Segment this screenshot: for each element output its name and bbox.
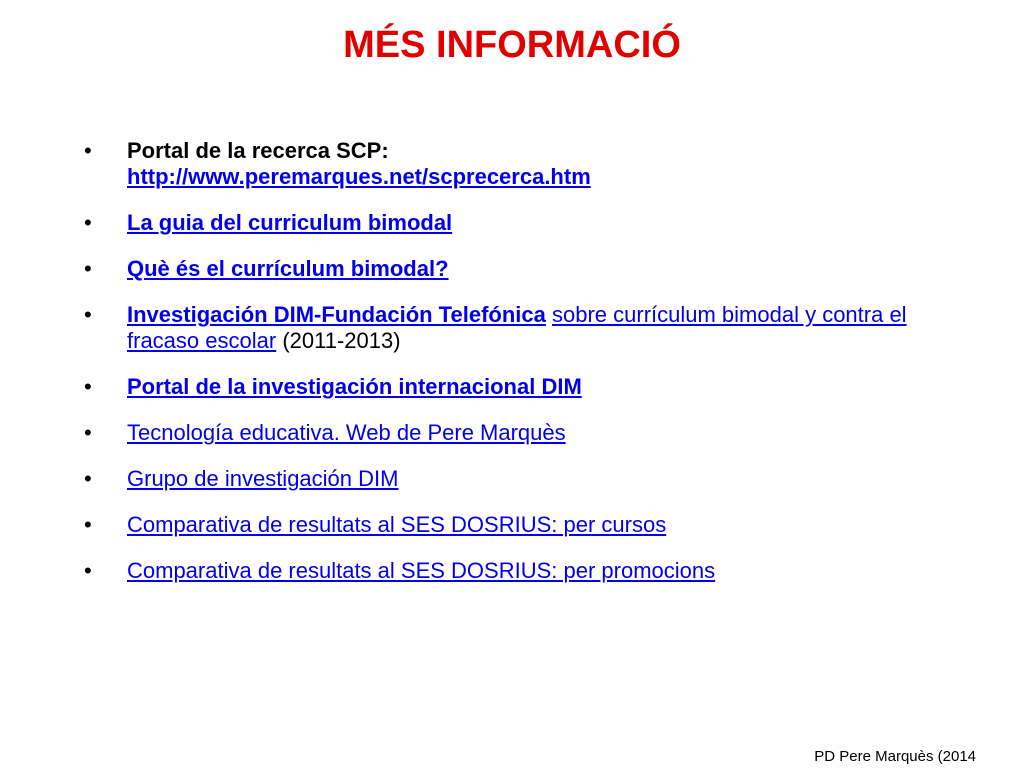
list-item-comparativa-cursos <box>84 512 954 538</box>
list-item-investigacion-dim <box>84 302 954 354</box>
bullet-icon: • <box>84 512 92 537</box>
tecnologia-educativa-link[interactable]: Tecnología educativa. Web de Pere Marquès <box>127 420 566 445</box>
comparativa-cursos-link[interactable]: Comparativa de resultats al SES DOSRIUS: per cursos <box>127 512 667 537</box>
list-item-grupo-dim <box>84 466 954 492</box>
investigacion-dim-link[interactable]: Investigación DIM-Fundación Telefónica <box>127 302 546 327</box>
grupo-dim-link[interactable]: Grupo de investigación DIM <box>127 466 399 491</box>
guia-curriculum-link[interactable]: La guia del curriculum bimodal <box>127 210 453 235</box>
portal-recerca-link[interactable]: http://www.peremarques.net/scprecerca.htm <box>127 164 591 189</box>
comparativa-promocions-link[interactable]: Comparativa de resultats al SES DOSRIUS: per promocions <box>127 558 716 583</box>
bullet-icon: • <box>84 558 92 583</box>
bullet-icon: • <box>84 420 92 445</box>
list-item-comparativa-promocions <box>84 558 954 584</box>
bullet-list <box>84 138 954 604</box>
portal-internacional-link[interactable]: Portal de la investigación internacional DIM <box>127 374 582 399</box>
footer-credit: PD Pere Marquès (2014 <box>814 748 976 765</box>
portal-recerca-label: Portal de la recerca SCP: <box>127 138 389 163</box>
slide-title: MÉS INFORMACIÓ <box>343 24 681 66</box>
que-es-curriculum-link[interactable]: Què és el currículum bimodal? <box>127 256 449 281</box>
list-item-portal-recerca <box>84 138 954 190</box>
bullet-icon: • <box>84 374 92 399</box>
list-item-que-es-curriculum <box>84 256 954 282</box>
list-item-portal-internacional <box>84 374 954 400</box>
curriculum-fracaso-link[interactable]: sobre currículum bimodal y contra el fracaso escolar <box>127 302 907 353</box>
date-range-text: (2011-2013) <box>282 328 401 353</box>
bullet-icon: • <box>84 256 92 281</box>
bullet-icon: • <box>84 210 92 235</box>
list-item-tecnologia-educativa <box>84 420 954 446</box>
bullet-icon: • <box>84 302 92 327</box>
bullet-icon: • <box>84 138 92 163</box>
bullet-icon: • <box>84 466 92 491</box>
list-item-guia-curriculum <box>84 210 954 236</box>
